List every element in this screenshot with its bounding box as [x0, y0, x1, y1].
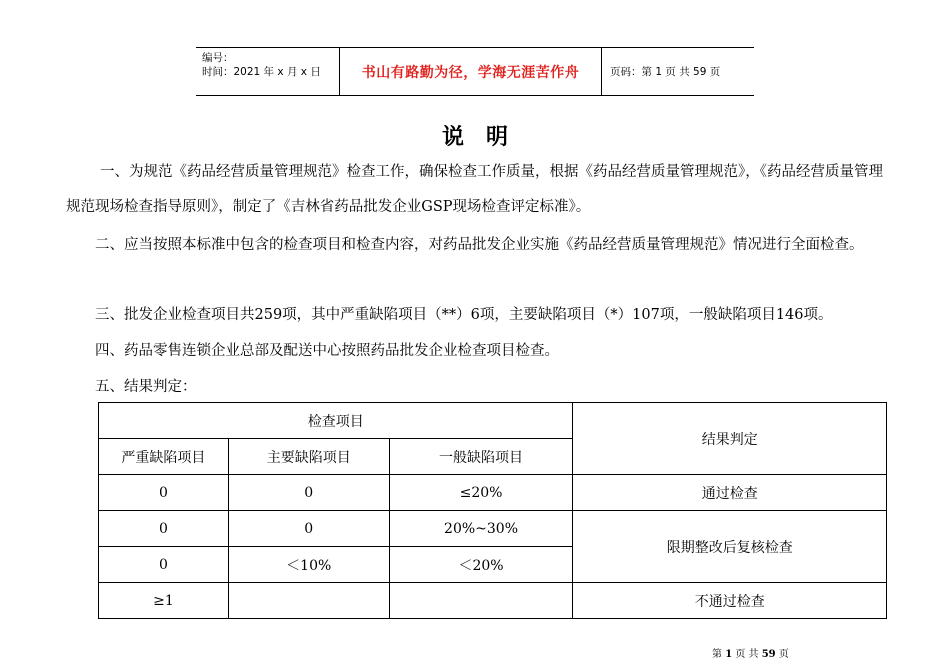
table-row [99, 511, 887, 547]
header-meta [196, 48, 340, 95]
table-cell: ＜10% [228, 547, 389, 583]
table-cell: 0 [99, 475, 229, 511]
header-motto: 书山有路勤为径，学海无涯苦作舟 [340, 48, 602, 95]
table-cell: 0 [228, 511, 389, 547]
result-header-cell: 结果判定 [573, 403, 887, 475]
footer-total-pages: 59 [761, 649, 776, 660]
footer-prefix: 第 [712, 649, 722, 660]
result-table [98, 402, 887, 619]
table-cell: ≥1 [99, 583, 229, 619]
column-header: 一般缺陷项目 [389, 439, 573, 475]
paragraph-4: 四、药品零售连锁企业总部及配送中心按照药品批发企业检查项目检查。 [95, 343, 559, 359]
number-label: 编号： [202, 52, 234, 64]
table-cell [228, 583, 389, 619]
column-header: 主要缺陷项目 [228, 439, 389, 475]
table-cell: 0 [99, 511, 229, 547]
column-header: 严重缺陷项目 [99, 439, 229, 475]
footer-page-number: 1 [725, 649, 733, 660]
time-label: 时间：2021 年 x 月 x 日 [202, 66, 321, 78]
result-cell: 限期整改后复核检查 [573, 511, 887, 583]
table-cell: ≤20% [389, 475, 573, 511]
footer-suffix: 页 [778, 649, 789, 660]
page-footer [712, 645, 789, 660]
result-cell: 不通过检查 [573, 583, 887, 619]
header-page-label: 页码：第 1 页 共 59 页 [610, 66, 721, 78]
table-row [99, 475, 887, 511]
table-header-row [99, 403, 887, 439]
table-row [99, 583, 887, 619]
table-cell: 20%~30% [389, 511, 573, 547]
result-cell: 通过检查 [573, 475, 887, 511]
paragraph-5: 五、结果判定： [95, 379, 197, 395]
group-header-cell: 检查项目 [99, 403, 573, 439]
footer-middle: 页 共 [735, 649, 759, 660]
page-title: 说明 [441, 125, 530, 150]
table-cell: ＜20% [389, 547, 573, 583]
table-cell: 0 [228, 475, 389, 511]
paragraph-2: 二、应当按照本标准中包含的检查项目和检查内容，对药品批发企业实施《药品经营质量管理规范》情况进行全面检查。 [95, 237, 864, 253]
table-cell [389, 583, 573, 619]
paragraph-3: 三、批发企业检查项目共259项，其中严重缺陷项目（**）6项，主要缺陷项目（*）107项，一般缺陷项目146项。 [95, 307, 833, 323]
paragraph-1: 一、为规范《药品经营质量管理规范》检查工作，确保检查工作质量，根据《药品经营质量管理规范》，《药品经营质量管理规范现场检查指导原则》，制定了《吉林省药品批发企业GSP现场检查评定标准》。 [66, 164, 883, 215]
table-cell: 0 [99, 547, 229, 583]
document-header [196, 47, 754, 96]
